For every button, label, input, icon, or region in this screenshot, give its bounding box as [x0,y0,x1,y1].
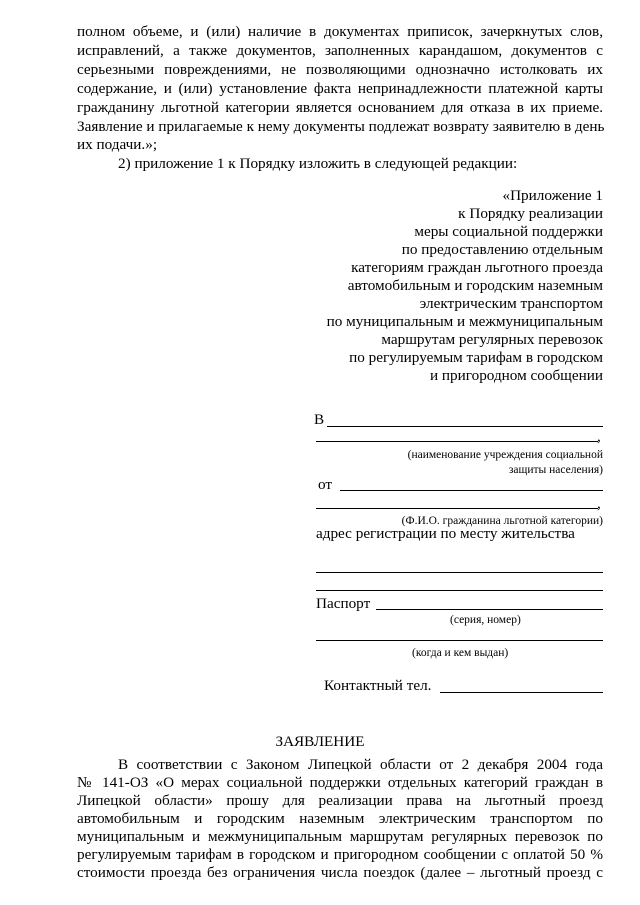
appendix-line: к Порядку реализации [458,205,603,222]
fio-hint: (Ф.И.О. гражданина льготной категории) [401,515,603,527]
to-prefix: В [314,411,325,428]
statement-line: автомобильным и городским наземным электрическим транспортом по [77,810,603,827]
issued-hint: (когда и кем выдан) [412,647,509,659]
statement-line: регулируемым тарифам в городском и пригородном сообщении с оплатой 50 % [77,846,603,863]
issued-field-line[interactable] [316,640,603,641]
statement-line: № 141-ОЗ «О мерах социальной поддержки отдельных категорий граждан в [77,774,603,791]
from-prefix: от [318,476,333,493]
comma-mark: , [597,428,601,445]
address-label: адрес регистрации по месту жительства [316,525,575,542]
address-field-line-2[interactable] [316,590,603,591]
appendix-line: и пригородном сообщении [429,367,603,384]
intro-line: серьезными повреждениями, не позволяющими однозначно истолковать их [77,61,603,78]
statement-title: ЗАЯВЛЕНИЕ [275,733,365,750]
comma-mark: , [597,495,601,512]
appendix-line: электрическим транспортом [419,295,603,312]
appendix-line: маршрутам регулярных перевозок [381,331,603,348]
item-2-text: 2) приложение 1 к Порядку изложить в следующей редакции: [118,155,518,172]
statement-line: муниципальным и межмуниципальным маршрутам регулярных перевозок по [77,828,603,845]
intro-line: содержание, и (или) установление факта непринадлежности платежной карты [77,80,603,97]
statement-line: стоимости проезда без ограничения числа поездок (далее – льготный проезд с [77,864,603,881]
appendix-line: автомобильным и городским наземным [347,277,603,294]
statement-line: Липецкой области» прошу для реализации права на льготный проезд [77,792,603,809]
fio-field-line[interactable] [340,490,603,491]
passport-label: Паспорт [316,595,371,612]
intro-line: Заявление и прилагаемые к нему документы подлежат возврату заявителю в день [77,118,605,135]
to-field-line[interactable] [327,426,603,427]
to-field-line-2[interactable] [316,441,598,442]
statement-line: В соответствии с Законом Липецкой области от 2 декабря 2004 года [118,756,603,773]
phone-field-line[interactable] [440,692,603,693]
phone-label: Контактный тел. [324,677,432,694]
intro-line: их подачи.»; [77,136,158,153]
appendix-line: по муниципальным и межмуниципальным [326,313,603,330]
passport-field-line[interactable] [376,609,603,610]
intro-line: полном объеме, и (или) наличие в документах приписок, зачеркнутых слов, [77,23,603,40]
institution-hint: (наименование учреждения социальной [407,449,603,461]
appendix-line: категориям граждан льготного проезда [351,259,603,276]
passport-hint: (серия, номер) [450,614,521,626]
intro-line: гражданину льготной категории является основанием для отказа в их приеме. [77,99,603,116]
appendix-line: по регулируемым тарифам в городском [349,349,603,366]
intro-line: исправлений, а также документов, заполненных карандашом, документов с [77,42,603,59]
address-field-line[interactable] [316,572,603,573]
institution-hint: защиты населения) [508,464,603,476]
fio-field-line-2[interactable] [316,508,598,509]
appendix-line: меры социальной поддержки [414,223,603,240]
appendix-line: по предоставлению отдельным [401,241,603,258]
appendix-line: «Приложение 1 [502,187,603,204]
